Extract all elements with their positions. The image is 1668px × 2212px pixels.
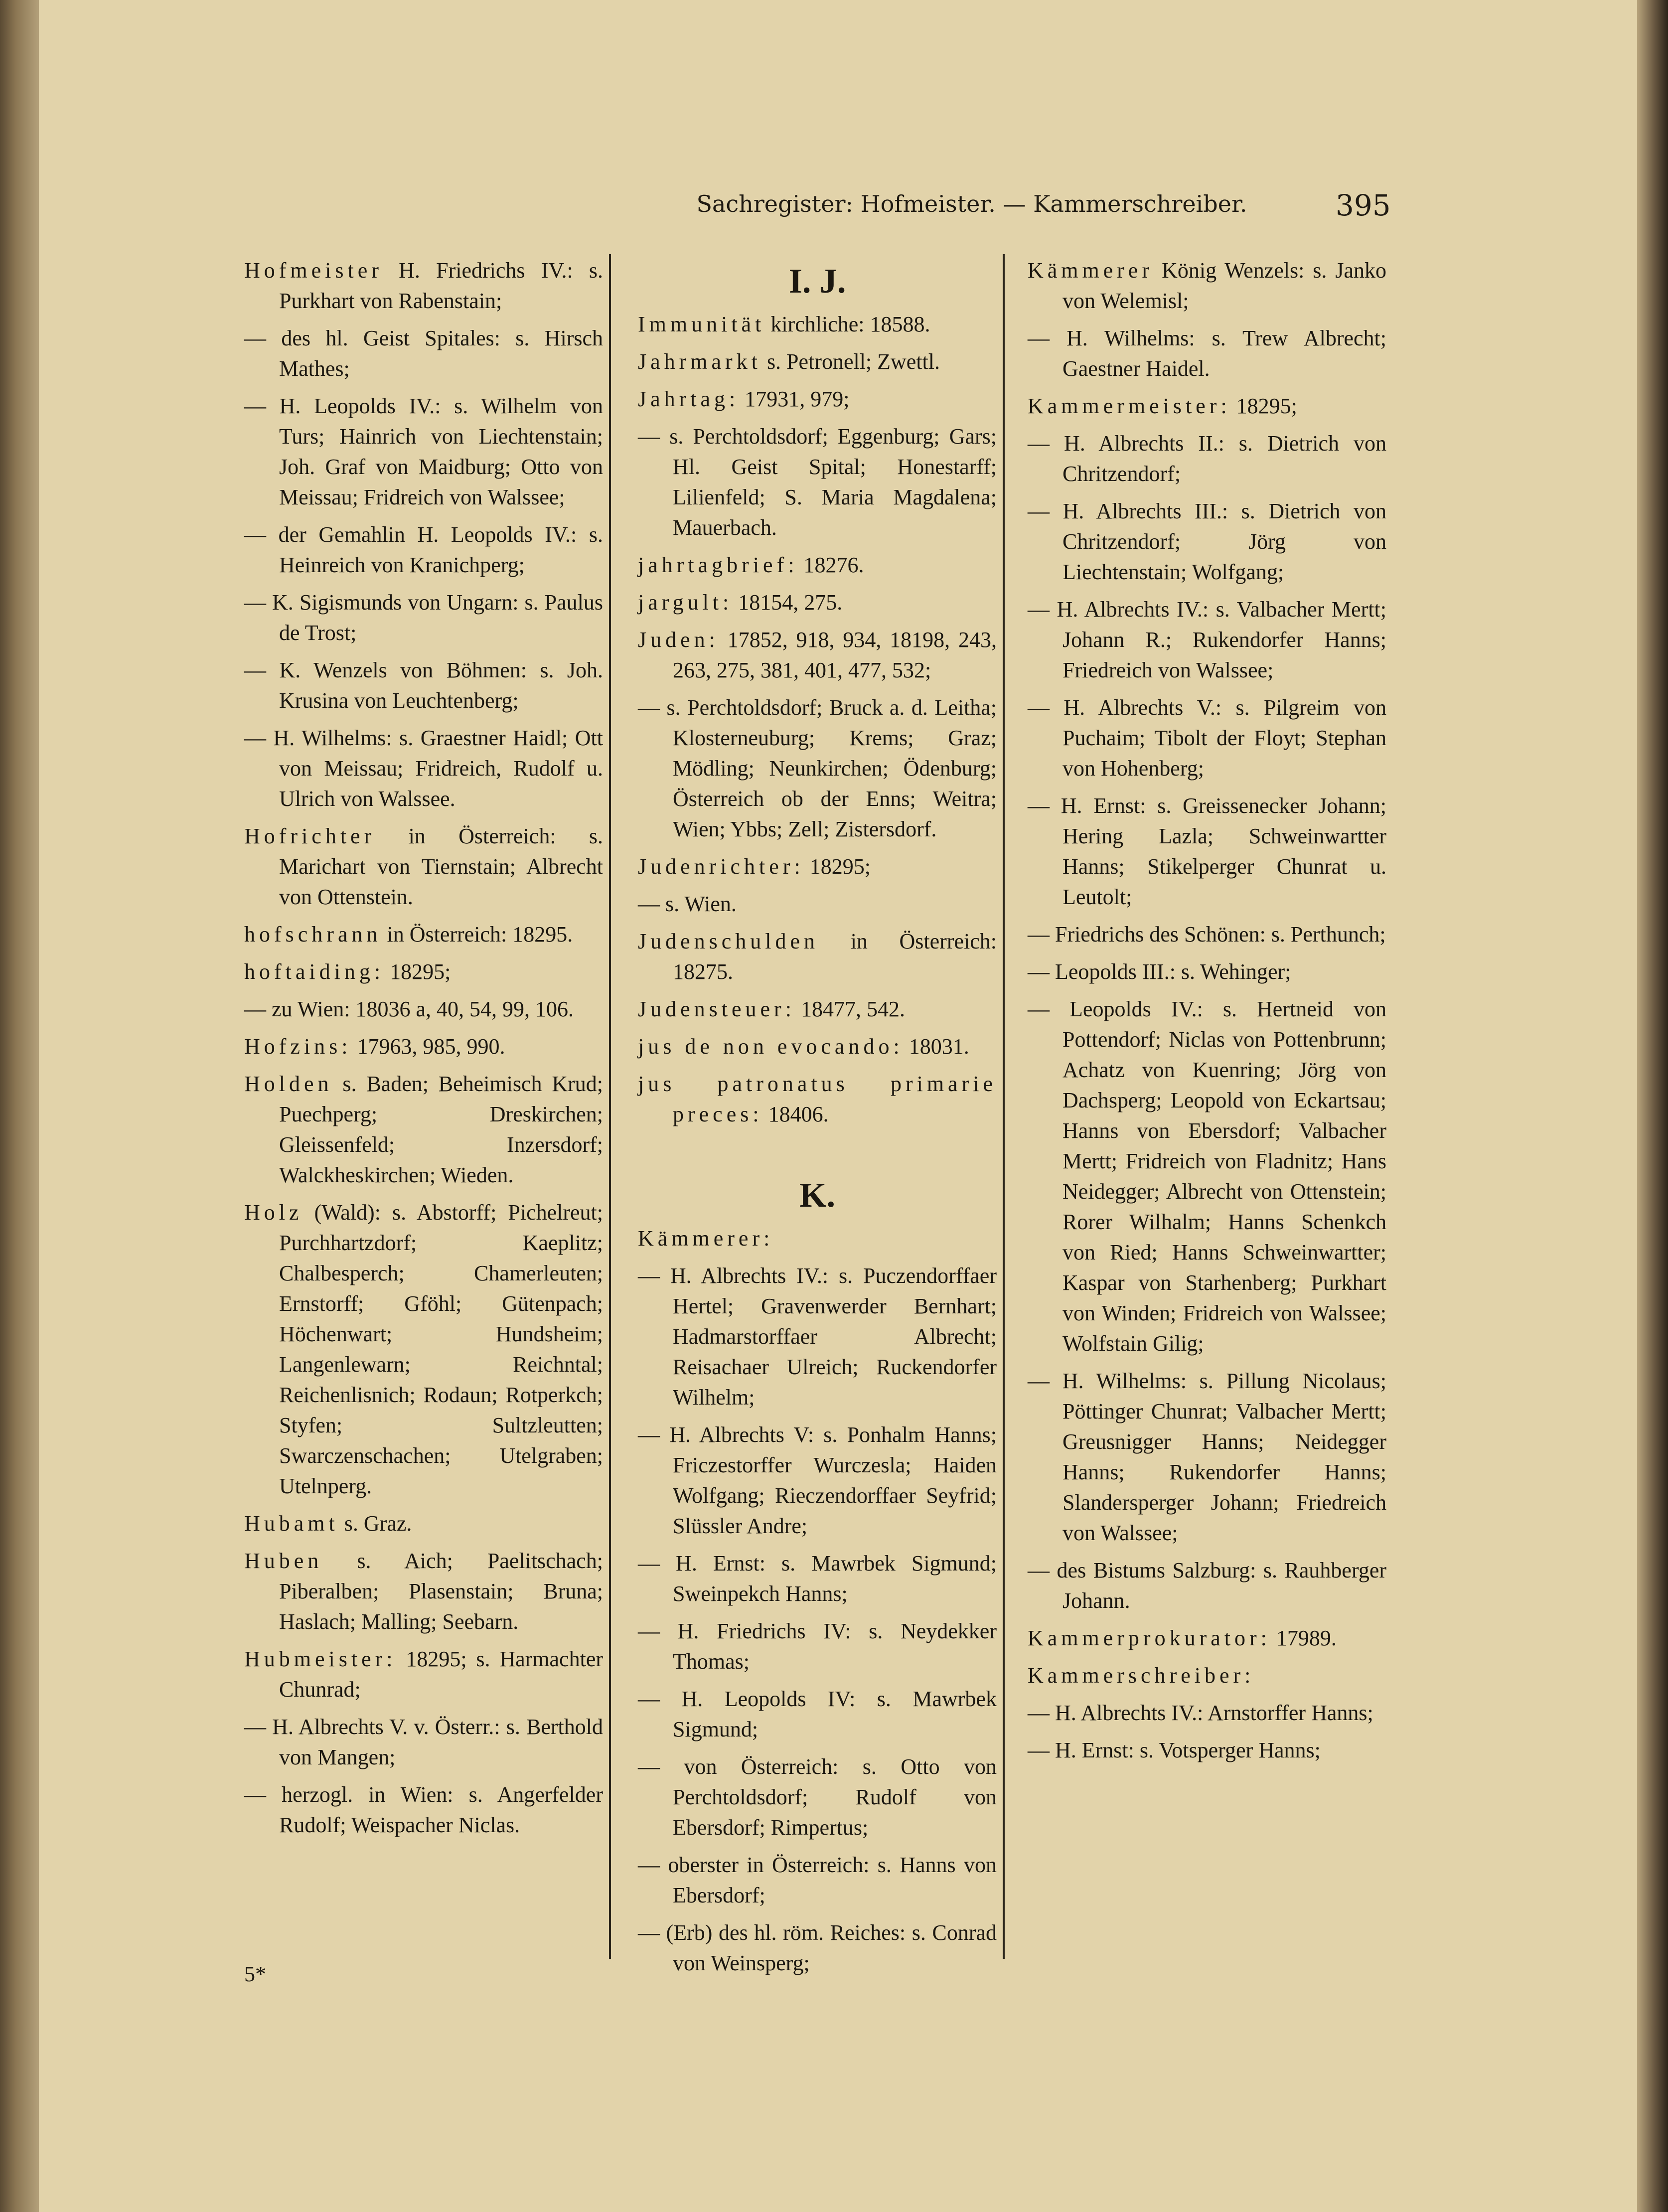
entry-references: König Wenzels: s. Janko von Welemisl; [1062, 258, 1386, 313]
column-divider [609, 254, 611, 1959]
entry-headword: Hofzins: [244, 1034, 352, 1059]
index-subentry: — zu Wien: 18036 a, 40, 54, 99, 106. [244, 997, 574, 1021]
index-subentry: — H. Wilhelms: s. Graestner Haidl; Ott von Meissau; Fridreich, Rudolf u. Ulrich von Walssee. [244, 726, 603, 811]
index-subentry: — H. Albrechts V: s. Ponhalm Hanns; Friczestorffer Wurczesla; Haiden Wolfgang; Rieczendorffaer Seyfrid; Slüssler Andre; [638, 1422, 997, 1538]
entry-headword: Holz [244, 1200, 303, 1225]
index-subentry: — der Gemahlin H. Leopolds IV.: s. Heinreich von Kranichperg; [244, 522, 603, 577]
entry-references: 18295; s. Harmachter Chunrad; [279, 1647, 603, 1702]
index-column-left [244, 255, 603, 1847]
index-subentry: — (Erb) des hl. röm. Reiches: s. Conrad von Weinsperg; [638, 1920, 997, 1975]
index-entry [638, 309, 997, 339]
entry-headword: Kammerschreiber: [1028, 1663, 1255, 1688]
index-subentry: — H. Albrechts V.: s. Pilgreim von Puchaim; Tibolt der Floyt; Stephan von Hohenberg; [1028, 695, 1386, 781]
index-subentry: — Friedrichs des Schönen: s. Perthunch; [1028, 922, 1386, 947]
entry-headword: Kämmerer [1028, 258, 1154, 283]
index-subentry: — H. Albrechts III.: s. Dietrich von Chritzendorf; Jörg von Liechtenstain; Wolfgang; [1028, 499, 1386, 584]
index-subentry: — H. Ernst: s. Votsperger Hanns; [1028, 1738, 1321, 1762]
index-entry [244, 1197, 603, 1501]
index-subentry: — H. Albrechts IV.: s. Puczendorffaer Hertel; Gravenwerder Bernhart; Hadmarstorffaer Albrecht; Reisachaer Ulreich; Ruckendorfer Wilhelm; [638, 1264, 997, 1410]
index-subentry: — H. Albrechts V. v. Österr.: s. Berthold von Mangen; [244, 1715, 603, 1769]
entry-headword: Kammerprokurator: [1028, 1626, 1271, 1650]
index-subentry: — H. Leopolds IV: s. Mawrbek Sigmund; [638, 1687, 997, 1741]
index-subentry: — H. Ernst: s. Greissenecker Johann; Hering Lazla; Schweinwartter Hanns; Stikelperger Chunrat u. Leutolt; [1028, 793, 1386, 909]
entry-headword: Judenschulden [638, 929, 819, 953]
entry-references: kirchliche: 18588. [770, 312, 930, 336]
entry-references: 18031. [909, 1034, 969, 1059]
index-subentry: — H. Wilhelms: s. Pillung Nicolaus; Pöttinger Chunrat; Valbacher Mertt; Greusnigger Hanns; Neidegger Hanns; Rukendorfer Hanns; Slandersperger Johann; Friedreich von Walssee; [1028, 1369, 1386, 1545]
section-heading: I. J. [788, 262, 846, 301]
index-entry [244, 1069, 603, 1190]
index-entry [244, 821, 603, 912]
index-subentry: — H. Albrechts II.: s. Dietrich von Chritzendorf; [1028, 431, 1386, 486]
index-subentry: — von Österreich: s. Otto von Perchtoldsdorf; Rudolf von Ebersdorf; Rimpertus; [638, 1754, 997, 1840]
entry-headword: Jahrtag: [638, 387, 740, 411]
entry-references: 17852, 918, 934, 18198, 243, 263, 275, 381, 401, 477, 532; [673, 628, 997, 682]
index-entry [244, 919, 603, 949]
index-entry [244, 956, 603, 987]
index-subentry: — Leopolds IV.: s. Hertneid von Pottendorf; Niclas von Pottenbrunn; Achatz von Kuenring; Jörg von Dachsperg; Leopold von Eckartsau; Hanns von Ebersdorf; Valbacher Mertt; Fridreich von Fladnitz; Hans Neidegger; Albrecht von Ottenstein; Rorer Wilhalm; Hanns Schenkch von Ried; Hanns Schweinwartter; Kaspar von Starhenberg; Purkhart von Winden; Fridreich von Walssee; Wolfstain Gilig; [1028, 997, 1386, 1356]
entry-references: 18276. [803, 553, 864, 577]
index-entry [1028, 255, 1386, 316]
entry-references: s. Petronell; Zwettl. [766, 349, 940, 374]
entry-references: s. Baden; Beheimisch Krud; Puechperg; Dreskirchen; Gleissenfeld; Inzersdorf; Walckheskirchen; Wieden. [279, 1072, 604, 1187]
entry-references: in Österreich: 18295. [387, 922, 573, 947]
index-subentry: — H. Friedrichs IV: s. Neydekker Thomas; [638, 1619, 997, 1674]
entry-headword: Immunität [638, 312, 765, 336]
entry-references: 17989. [1276, 1626, 1337, 1650]
entry-headword: Hubamt [244, 1511, 339, 1536]
entry-references: 17931, 979; [745, 387, 850, 411]
entry-headword: Hubmeister: [244, 1647, 397, 1671]
section-heading: K. [799, 1176, 835, 1215]
index-subentry: — des hl. Geist Spitales: s. Hirsch Mathes; [244, 326, 603, 381]
entry-references: (Wald): s. Abstorff; Pichelreut; Purchhartzdorf; Kaeplitz; Chalbesperch; Chamerleuten; Ernstorff; Gföhl; Gütenpach; Höchenwart; Hundsheim; Langenlewarn; Reichntal; Reichenlisnich; Rodaun; Rotperkch; Styfen; Sultzleutten; Swarczenschachen; Utelgraben; Utelnperg. [279, 1200, 603, 1498]
entry-headword: jahrtagbrief: [638, 553, 798, 577]
index-subentry: — K. Wenzels von Böhmen: s. Joh. Krusina von Leuchtenberg; [244, 658, 603, 713]
index-subentry: — herzogl. in Wien: s. Angerfelder Rudolf; Weispacher Niclas. [244, 1782, 603, 1837]
entry-headword: Hofrichter [244, 824, 376, 848]
entry-references: s. Aich; Paelitschach; Piberalben; Plasenstain; Bruna; Haslach; Malling; Seebarn. [279, 1549, 603, 1634]
index-subentry: — H. Ernst: s. Mawrbek Sigmund; Sweinpekch Hanns; [638, 1551, 997, 1606]
entry-references: 18406. [768, 1102, 829, 1126]
index-entry [244, 1031, 603, 1062]
index-entry [638, 1031, 997, 1062]
book-edge-shadow-right [1637, 0, 1668, 2212]
index-entry [244, 1508, 603, 1539]
index-subentry: — s. Perchtoldsdorf; Bruck a. d. Leitha; Klosterneuburg; Krems; Graz; Mödling; Neunkirchen; Ödenburg; Österreich ob der Enns; Weitra; Wien; Ybbs; Zell; Zistersdorf. [638, 695, 997, 841]
index-subentry: — H. Albrechts IV.: s. Valbacher Mertt; Johann R.; Rukendorfer Hanns; Friedreich von Walssee; [1028, 597, 1386, 682]
index-column-right [1028, 255, 1386, 1772]
entry-headword: jus patronatus primarie preces: [638, 1072, 997, 1126]
entry-headword: Hofmeister [244, 258, 383, 283]
index-subentry: — s. Wien. [638, 892, 737, 916]
entry-headword: jus de non evocando: [638, 1034, 904, 1059]
index-entry [1028, 1623, 1386, 1653]
entry-references: in Österreich: 18275. [673, 929, 997, 984]
index-entry [1028, 391, 1386, 421]
index-entry [638, 550, 997, 580]
index-subentry: — K. Sigismunds von Ungarn: s. Paulus de Trost; [244, 590, 603, 645]
entry-references: 18295; [809, 854, 871, 879]
entry-references: in Österreich: s. Marichart von Tiernstain; Albrecht von Ottenstein. [279, 824, 603, 909]
index-subentry: — H. Albrechts IV.: Arnstorffer Hanns; [1028, 1701, 1373, 1725]
entry-headword: Judensteuer: [638, 997, 795, 1021]
entry-references: 18477, 542. [800, 997, 905, 1021]
index-entry [638, 346, 997, 377]
entry-references: H. Friedrichs IV.: s. Purkhart von Rabenstain; [279, 258, 603, 313]
book-spine-shadow-left [0, 0, 39, 2212]
entry-headword: jargult: [638, 590, 733, 615]
entry-references: 18154, 275. [738, 590, 843, 615]
index-subentry: — s. Perchtoldsdorf; Eggenburg; Gars; Hl. Geist Spital; Honestarff; Lilienfeld; S. Maria Magdalena; Mauerbach. [638, 424, 997, 540]
index-entry [244, 1644, 603, 1705]
entry-headword: Judenrichter: [638, 854, 804, 879]
index-column-middle [638, 255, 997, 1985]
index-entry [638, 625, 997, 685]
entry-headword: Holden [244, 1072, 333, 1096]
index-entry [638, 994, 997, 1024]
index-entry [638, 851, 997, 882]
running-header: Sachregister: Hofmeister. — Kammerschreiber. [696, 190, 1247, 217]
entry-headword: Huben [244, 1549, 323, 1573]
entry-headword: Jahrmarkt [638, 349, 761, 374]
index-entry [244, 255, 603, 316]
index-subentry: — Leopolds III.: s. Wehinger; [1028, 959, 1291, 984]
index-entry [244, 1546, 603, 1637]
entry-headword: hofschrann [244, 922, 382, 947]
entry-references: s. Graz. [344, 1511, 412, 1536]
entry-headword: Kämmerer: [638, 1226, 774, 1251]
index-entry [1028, 1660, 1386, 1691]
entry-headword: Kammermeister: [1028, 394, 1231, 418]
entry-headword: Juden: [638, 628, 719, 652]
column-divider [1003, 254, 1005, 1959]
entry-references: 18295; [1236, 394, 1297, 418]
index-subentry: — H. Wilhelms: s. Trew Albrecht; Gaestner Haidel. [1028, 326, 1386, 381]
signature-mark: 5* [244, 1962, 266, 1986]
index-subentry: — des Bistums Salzburg: s. Rauhberger Johann. [1028, 1558, 1386, 1613]
index-entry [638, 926, 997, 987]
index-subentry: — oberster in Österreich: s. Hanns von Ebersdorf; [638, 1853, 997, 1907]
entry-headword: hoftaiding: [244, 959, 385, 984]
entry-references: 18295; [390, 959, 451, 984]
index-entry [638, 384, 997, 414]
index-entry [638, 1069, 997, 1129]
index-entry [638, 587, 997, 618]
index-entry [638, 1223, 997, 1254]
page-number: 395 [1336, 188, 1391, 222]
entry-references: 17963, 985, 990. [357, 1034, 505, 1059]
index-subentry: — H. Leopolds IV.: s. Wilhelm von Turs; Hainrich von Liechtenstain; Joh. Graf von Maidburg; Otto von Meissau; Fridreich von Walssee; [244, 394, 603, 509]
